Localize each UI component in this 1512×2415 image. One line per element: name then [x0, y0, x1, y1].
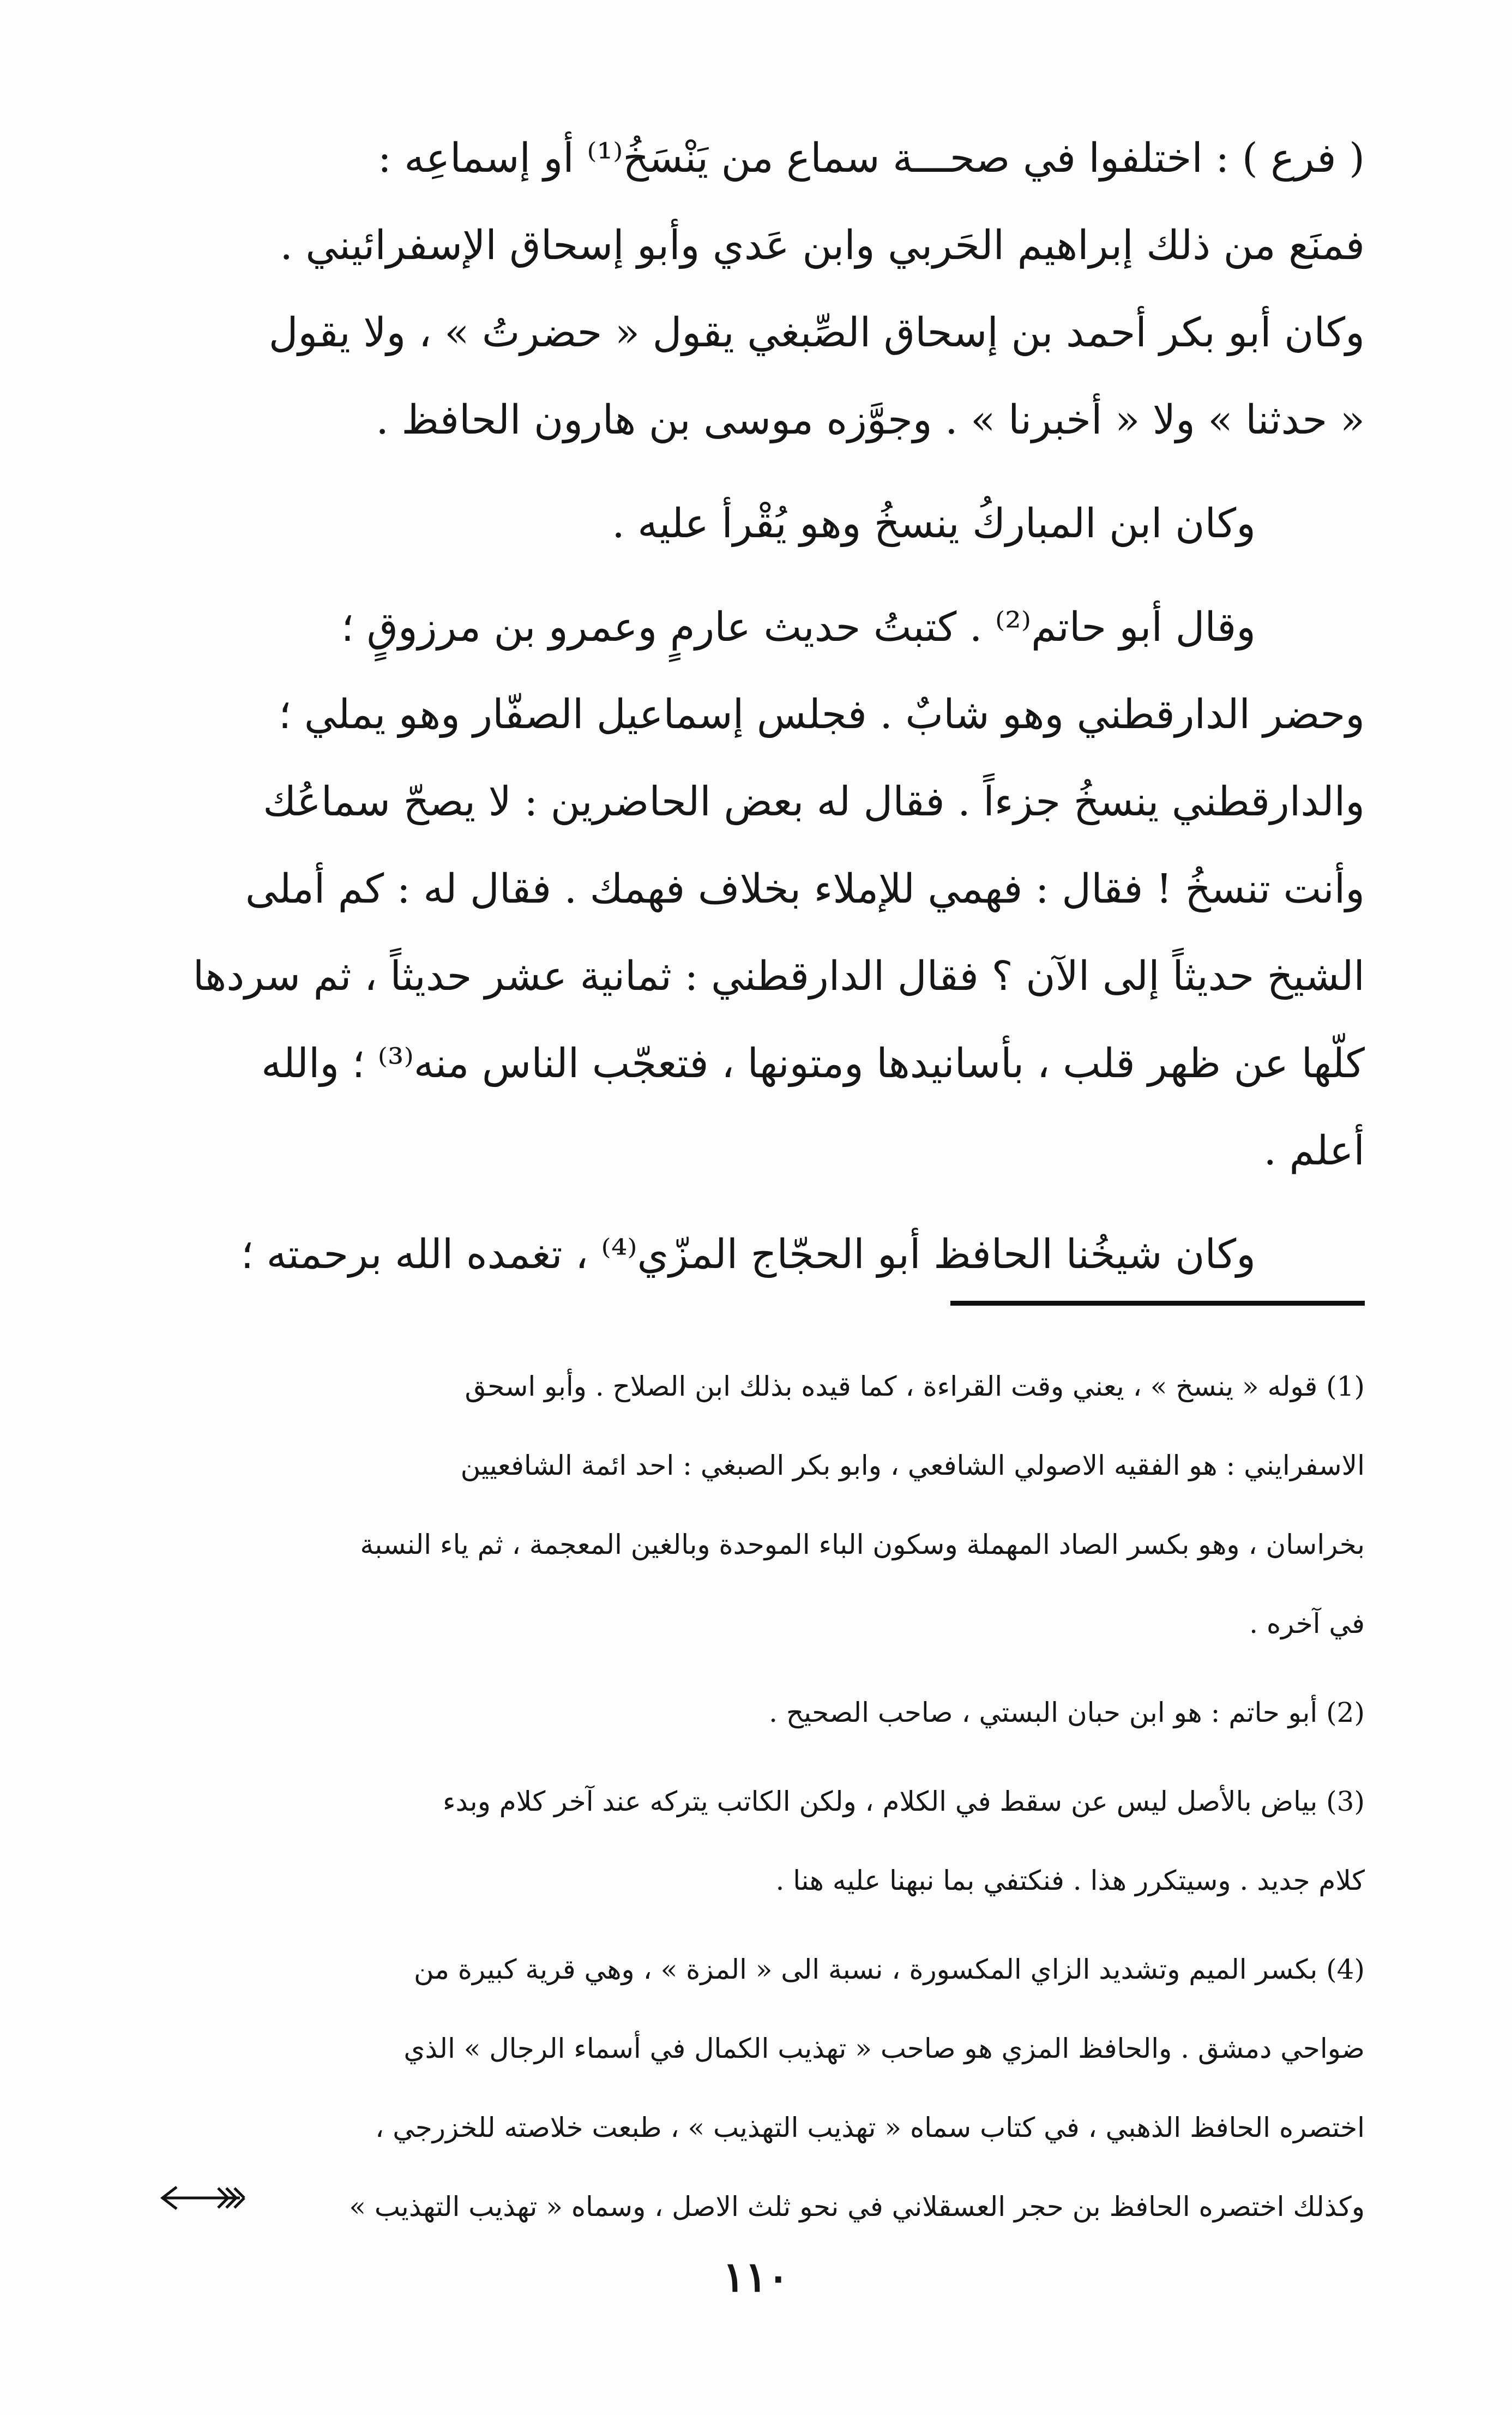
body-line: وأنت تنسخُ ! فقال : فهمي للإملاء بخلاف فهمك . فقال له : كم أملى: [245, 866, 1365, 912]
footnote-divider: [950, 1301, 1365, 1306]
footnote-line: اختصره الحافظ الذهبي ، في كتاب سماه « تهذيب التهذيب » ، طبعت خلاصته للخزرجي ،: [375, 2112, 1365, 2143]
footnote-line: كلام جديد . وسيتكرر هذا . فنكتفي بما نبهنا عليه هنا .: [775, 1865, 1365, 1896]
body-line: ( فرع ) : اختلفوا في صحـــة سماع من يَنْسَخُ⁽¹⁾ أو إسماعِه :: [377, 135, 1365, 182]
page-number: ١١٠: [722, 2252, 790, 2301]
footnotes: [132, 1347, 1365, 2256]
footnote-line: وكذلك اختصره الحافظ بن حجر العسقلاني في نحو ثلث الاصل ، وسماه « تهذيب التهذيب »: [349, 2191, 1365, 2222]
body-line: كلّها عن ظهر قلب ، بأسانيدها ومتونها ، فتعجّب الناس منه⁽³⁾ ؛ والله: [261, 1040, 1365, 1087]
footnote-2: [132, 1673, 1365, 1752]
footnote-line: الاسفرايني : هو الفقيه الاصولي الشافعي ، وابو بكر الصبغي : احد ائمة الشافعيين: [460, 1450, 1365, 1481]
footnote-line: (2) أبو حاتم : هو ابن حبان البستي ، صاحب الصحيح .: [769, 1697, 1365, 1728]
footnote-1: [132, 1347, 1365, 1663]
body-line: « حدثنا » ولا « أخبرنا » . وجوَّزه موسى بن هارون الحافظ .: [376, 397, 1365, 443]
footnote-line: (1) قوله « ينسخ » ، يعني وقت القراءة ، كما قيده بذلك ابن الصلاح . وأبو اسحق: [465, 1371, 1365, 1402]
footnote-3: [132, 1762, 1365, 1920]
footnote-line: (3) بياض بالأصل ليس عن سقط في الكلام ، ولكن الكاتب يتركه عند آخر كلام وبدء: [443, 1786, 1365, 1817]
footnote-line: في آخره .: [1249, 1608, 1365, 1639]
body-line: وكان ابن المباركُ ينسخُ وهو يُقْرأ عليه .: [612, 500, 1256, 547]
footnote-line: بخراسان ، وهو بكسر الصاد المهملة وسكون الباء الموحدة وبالغين المعجمة ، ثم ياء النسبة: [360, 1529, 1365, 1560]
body-line: وكان شيخُنا الحافظ أبو الحجّاج المزّي⁽⁴⁾ ، تغمده الله برحمته ؛: [240, 1231, 1256, 1278]
main-text: [187, 115, 1365, 1298]
footnote-line: (4) بكسر الميم وتشديد الزاي المكسورة ، نسبة الى « المزة » ، وهي قرية كبيرة من: [414, 1954, 1365, 1985]
body-line: والدارقطني ينسخُ جزءاً . فقال له بعض الحاضرين : لا يصحّ سماعُك: [263, 778, 1365, 825]
body-line: وكان أبو بكر أحمد بن إسحاق الصِّبغي يقول « حضرتُ » ، ولا يقول: [268, 309, 1365, 356]
body-line: الشيخ حديثاً إلى الآن ؟ فقال الدارقطني : ثمانية عشر حديثاً ، ثم سردها: [192, 953, 1365, 1000]
continuation-arrow-icon: [158, 2182, 251, 2214]
footnote-line: ضواحي دمشق . والحافظ المزي هو صاحب « تهذيب الكمال في أسماء الرجال » الذي: [403, 2033, 1365, 2064]
body-line: فمنَع من ذلك إبراهيم الحَربي وابن عَدي وأبو إسحاق الإسفرائيني .: [280, 222, 1365, 269]
body-line: وحضر الدارقطني وهو شابٌ . فجلس إسماعيل الصفّار وهو يملي ؛: [278, 691, 1365, 738]
body-line: أعلم .: [1263, 1127, 1365, 1174]
body-line: وقال أبو حاتم⁽²⁾ . كتبتُ حديث عارمٍ وعمرو بن مرزوقٍ ؛: [341, 604, 1256, 651]
footnote-4: [132, 1930, 1365, 2246]
